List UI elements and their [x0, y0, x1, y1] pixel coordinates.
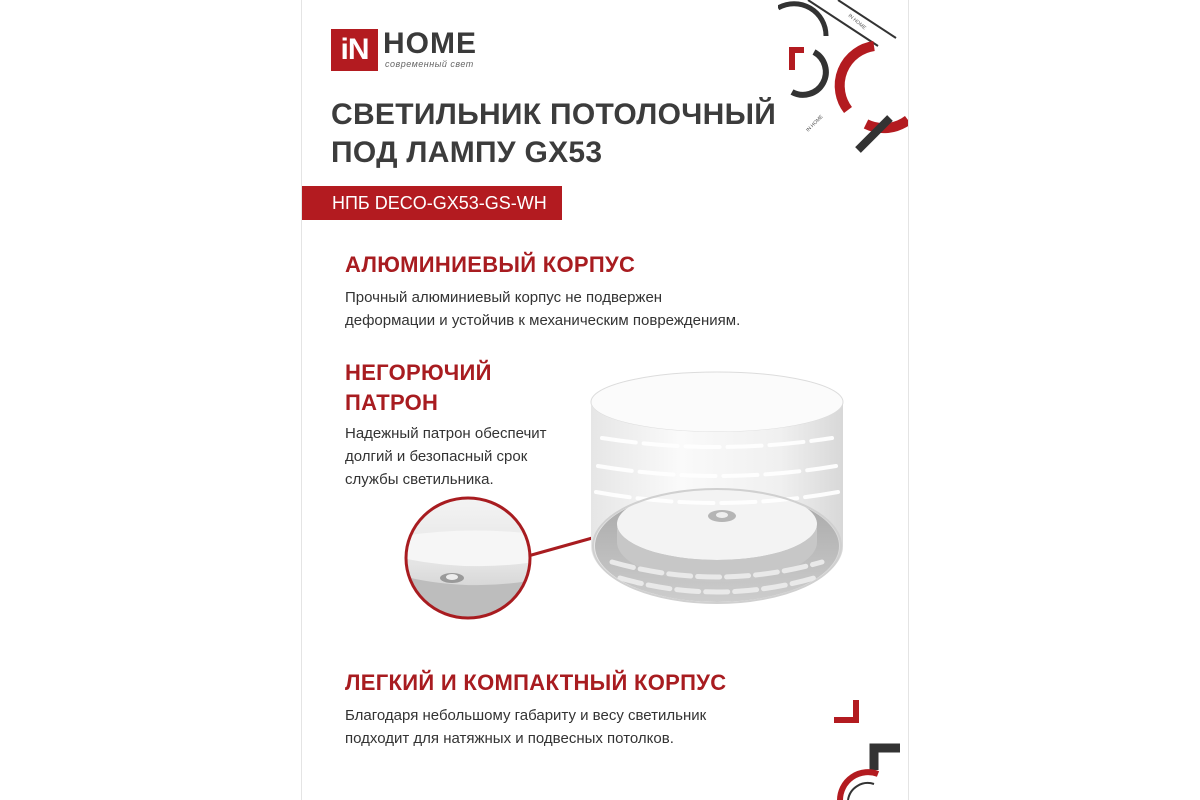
page-title: [331, 96, 801, 172]
product-sheet: [302, 0, 908, 800]
feature-1-line-1: Прочный алюминиевый корпус не подвержен: [345, 289, 663, 306]
feature-2-heading-line-2: ПАТРОН: [345, 390, 439, 415]
feature-1-text: [345, 286, 785, 332]
ceiling-lamp-icon: [572, 356, 862, 616]
feature-1-heading: АЛЮМИНИЕВЫЙ КОРПУС: [345, 252, 636, 277]
feature-2-line-1: Надежный патрон обеспечит: [345, 425, 547, 442]
deco-corner-red: [834, 700, 856, 720]
feature-2-line-3: службы светильника.: [345, 471, 494, 488]
deco-line: [808, 0, 878, 46]
feature-1-line-2: деформации и устойчив к механическим повреждениям.: [345, 312, 741, 329]
decorative-shapes-bottom: [808, 690, 908, 800]
feature-3-line-1: Благодаря небольшому габариту и весу светильник: [345, 707, 707, 724]
feature-2-heading: [345, 358, 492, 418]
feature-2-line-2: долгий и безопасный срок: [345, 448, 528, 465]
model-band: [302, 186, 562, 220]
socket-zoom-icon: [402, 496, 534, 620]
logo-tagline: современный свет: [385, 59, 474, 69]
deco-corner-dark: [874, 748, 900, 770]
deco-arc-dark: [792, 52, 826, 95]
deco-arc-dark: [848, 783, 874, 800]
deco-small-label: IN HOME: [805, 114, 825, 134]
title-line-1: СВЕТИЛЬНИК ПОТОЛОЧНЫЙ: [331, 98, 777, 131]
feature-2-text: [345, 422, 575, 491]
feature-3-heading: ЛЕГКИЙ И КОМПАКТНЫЙ КОРПУС: [345, 670, 727, 695]
model-number: НПБ DECO-GX53-GS-WH: [332, 193, 547, 213]
deco-line: [838, 0, 896, 38]
feature-2-heading-line-1: НЕГОРЮЧИЙ: [345, 360, 492, 385]
deco-corner-red: [792, 50, 804, 70]
deco-small-label: IN HOME: [846, 12, 867, 32]
feature-3-text: [345, 704, 785, 750]
feature-3-line-2: подходит для натяжных и подвесных потолков.: [345, 730, 674, 747]
logo-in-badge: iN: [331, 29, 378, 71]
logo-home-text: HOME: [383, 27, 477, 60]
deco-arc-red: [840, 46, 874, 110]
deco-arc-dark: [778, 4, 826, 36]
title-line-2: ПОД ЛАМПУ GX53: [331, 136, 603, 169]
